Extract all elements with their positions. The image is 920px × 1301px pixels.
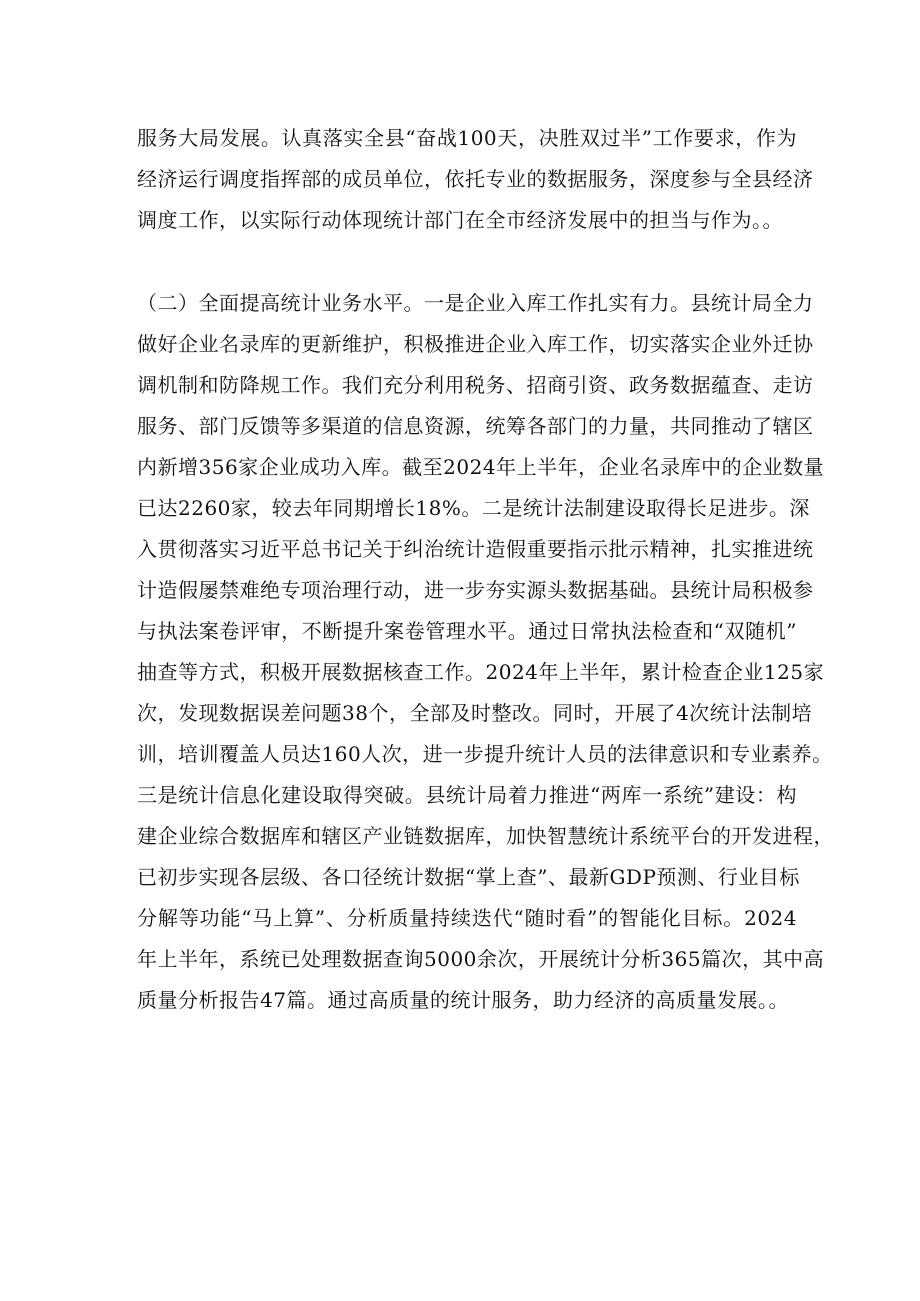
- text-line: 建企业综合数据库和辖区产业链数据库，加快智慧统计系统平台的开发进程，: [137, 824, 834, 848]
- text-line: 做好企业名录库的更新维护，积极推进企业入库工作，切实落实企业外迁协: [137, 332, 814, 356]
- text-line: 训，培训覆盖人员达160人次，进一步提升统计人员的法律意识和专业素养。: [137, 742, 833, 766]
- text-line: 与执法案卷评审，不断提升案卷管理水平。通过日常执法检查和“双随机”: [137, 619, 797, 643]
- text-line: 抽查等方式，积极开展数据核查工作。2024年上半年，累计检查企业125家: [137, 660, 825, 684]
- paragraph-statistics-business-level: [137, 283, 834, 1021]
- text-line: 已达2260家，较去年同期增长18%。二是统计法制建设取得长足进步。深: [137, 496, 810, 520]
- text-line: 年上半年，系统已处理数据查询5000余次，开展统计分析365篇次，其中高: [137, 947, 825, 971]
- text-line: 经济运行调度指挥部的成员单位，依托专业的数据服务，深度参与全县经济: [137, 167, 814, 191]
- text-line: 内新增356家企业成功入库。截至2024年上半年，企业名录库中的企业数量: [137, 455, 825, 479]
- text-line: 调机制和防降规工作。我们充分利用税务、招商引资、政务数据蕴查、走访: [137, 373, 814, 397]
- text-line: 调度工作，以实际行动体现统计部门在全市经济发展中的担当与作为。。: [137, 208, 783, 232]
- text-line: 服务大局发展。认真落实全县“奋战100天，决胜双过半”工作要求，作为: [137, 126, 797, 150]
- text-line: 已初步实现各层级、各口径统计数据“掌上查”、最新GDP预测、行业目标: [137, 865, 800, 889]
- text-line: 三是统计信息化建设取得突破。县统计局着力推进“两库一系统”建设：构: [137, 783, 797, 807]
- text-line: 次，发现数据误差问题38个，全部及时整改。同时，开展了4次统计法制培: [137, 701, 813, 725]
- text-line: 入贯彻落实习近平总书记关于纠治统计造假重要指示批示精神，扎实推进统: [137, 537, 814, 561]
- text-line: 分解等功能“马上算”、分析质量持续迭代“随时看”的智能化目标。2024: [137, 906, 797, 930]
- text-line: （二）全面提高统计业务水平。一是企业入库工作扎实有力。县统计局全力: [137, 291, 814, 315]
- paragraph-service-overall-development: [137, 118, 814, 241]
- text-line: 质量分析报告47篇。通过高质量的统计服务，助力经济的高质量发展。。: [137, 988, 789, 1012]
- text-line: 服务、部门反馈等多渠道的信息资源，统筹各部门的力量，共同推动了辖区: [137, 414, 814, 438]
- text-line: 计造假屡禁难绝专项治理行动，进一步夯实源头数据基础。县统计局积极参: [137, 578, 814, 602]
